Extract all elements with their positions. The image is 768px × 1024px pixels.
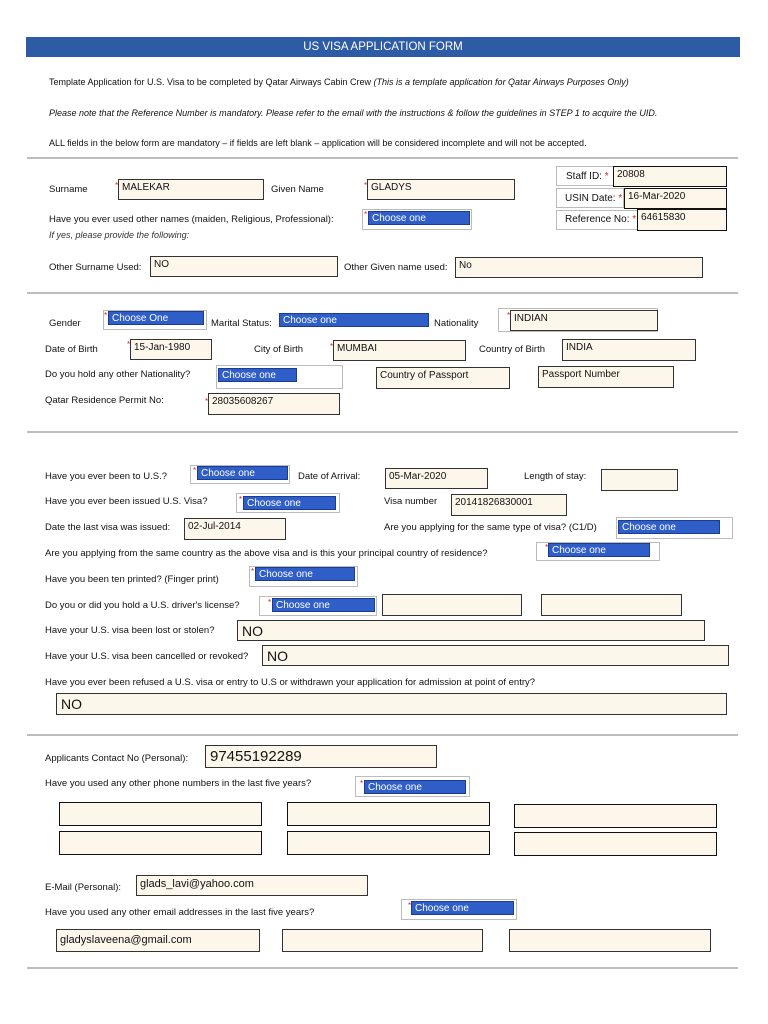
- other-surname-field[interactable]: NO: [150, 256, 338, 277]
- license-state-field[interactable]: [541, 594, 682, 616]
- cancelled-field[interactable]: NO: [262, 645, 729, 666]
- required-marker: *: [251, 567, 255, 576]
- other-phone-select[interactable]: Choose one: [364, 780, 466, 794]
- city-of-birth-label: City of Birth: [254, 344, 304, 355]
- other-phone-field-3[interactable]: [514, 804, 717, 828]
- intro-line-3: ALL fields in the below form are mandatory – if fields are left blank – application will be considered incomplete and will not be accepted.: [49, 138, 587, 148]
- same-country-question: Are you applying from the same country as the above visa and is this your principal country of residence?: [45, 548, 488, 559]
- reference-label: Reference No: *: [565, 214, 637, 225]
- marital-status-select[interactable]: Choose one: [279, 313, 429, 327]
- other-phone-field-2[interactable]: [287, 802, 490, 826]
- other-given-label: Other Given name used:: [344, 262, 448, 273]
- other-given-field[interactable]: No: [455, 257, 703, 278]
- phone-field[interactable]: 97455192289: [205, 745, 437, 768]
- gender-label: Gender: [49, 318, 81, 329]
- license-number-field[interactable]: [382, 594, 522, 616]
- other-names-hint: If yes, please provide the following:: [49, 230, 190, 240]
- country-of-passport-field[interactable]: Country of Passport: [376, 367, 510, 389]
- required-marker: *: [330, 342, 334, 351]
- other-email-field-3[interactable]: [509, 929, 711, 952]
- usin-date-label: USIN Date: *: [565, 193, 623, 204]
- arrival-label: Date of Arrival:: [298, 471, 361, 482]
- staff-id-label: Staff ID: *: [566, 171, 609, 182]
- form-title: US VISA APPLICATION FORM: [26, 37, 740, 57]
- required-marker: *: [507, 311, 511, 320]
- required-marker: *: [127, 340, 131, 349]
- other-surname-label: Other Surname Used:: [49, 262, 142, 273]
- ten-printed-select[interactable]: Choose one: [255, 567, 355, 581]
- cancelled-question: Have your U.S. visa been cancelled or revoked?: [45, 651, 249, 662]
- other-phone-field-5[interactable]: [287, 831, 490, 855]
- intro-line-2: Please note that the Reference Number is mandatory. Please refer to the email with the instructions & follow the guidelines in STEP 1 to acquire the UID.: [49, 108, 658, 118]
- other-phone-field-4[interactable]: [59, 831, 262, 855]
- gender-select[interactable]: Choose One: [108, 311, 204, 325]
- lost-field[interactable]: NO: [237, 620, 705, 641]
- last-visa-field[interactable]: 02-Jul-2014: [184, 518, 286, 540]
- other-names-question: Have you ever used other names (maiden, Religious, Professional):: [49, 214, 334, 225]
- other-email-question: Have you used any other email addresses in the last five years?: [45, 907, 315, 918]
- email-field[interactable]: glads_lavi@yahoo.com: [136, 875, 368, 896]
- other-email-field-1[interactable]: gladyslaveena@gmail.com: [56, 929, 260, 952]
- required-marker: *: [545, 543, 549, 552]
- same-type-select[interactable]: Choose one: [618, 520, 720, 534]
- required-marker: *: [364, 181, 368, 190]
- been-us-question: Have you ever been to U.S.?: [45, 471, 167, 482]
- required-marker: *: [115, 181, 119, 190]
- section-divider: [27, 292, 738, 294]
- license-question: Do you or did you hold a U.S. driver's license?: [45, 600, 240, 611]
- country-of-birth-field[interactable]: INDIA: [562, 339, 696, 361]
- required-marker: *: [193, 466, 197, 475]
- issued-visa-question: Have you ever been issued U.S. Visa?: [45, 496, 208, 507]
- country-of-birth-label: Country of Birth: [479, 344, 545, 355]
- phone-label: Applicants Contact No (Personal):: [45, 753, 189, 764]
- refused-question: Have you ever been refused a U.S. visa or entry to U.S or withdrawn your application for admission at point of entry?: [45, 677, 536, 688]
- required-marker: *: [364, 210, 368, 219]
- same-type-question: Are you applying for the same type of visa? (C1/D): [384, 522, 597, 533]
- length-of-stay-field[interactable]: [601, 469, 678, 491]
- given-name-field[interactable]: GLADYS: [367, 179, 515, 200]
- nationality-field[interactable]: INDIAN: [510, 310, 658, 331]
- other-names-select[interactable]: Choose one: [368, 211, 470, 225]
- last-visa-label: Date the last visa was issued:: [45, 522, 171, 533]
- other-nationality-question: Do you hold any other Nationality?: [45, 369, 191, 380]
- section-divider: [27, 431, 738, 433]
- required-marker: *: [268, 598, 272, 607]
- other-email-field-2[interactable]: [282, 929, 483, 952]
- refused-field[interactable]: NO: [56, 693, 727, 715]
- arrival-field[interactable]: 05-Mar-2020: [385, 468, 488, 489]
- license-select[interactable]: Choose one: [272, 598, 375, 612]
- visa-number-label: Visa number: [384, 496, 438, 507]
- section-divider: [27, 734, 738, 736]
- section-divider: [27, 967, 738, 969]
- required-marker: *: [408, 901, 412, 910]
- required-marker: *: [205, 397, 209, 406]
- other-email-select[interactable]: Choose one: [411, 901, 514, 915]
- nationality-label: Nationality: [434, 318, 479, 329]
- required-marker: *: [104, 311, 108, 320]
- other-phone-field-6[interactable]: [514, 832, 717, 856]
- other-phone-field-1[interactable]: [59, 802, 262, 826]
- qatar-rp-label: Qatar Residence Permit No:: [45, 395, 164, 406]
- dob-label: Date of Birth: [45, 344, 98, 355]
- given-name-label: Given Name: [271, 184, 324, 195]
- same-country-select[interactable]: Choose one: [548, 543, 650, 557]
- issued-visa-select[interactable]: Choose one: [243, 496, 336, 510]
- ten-printed-question: Have you been ten printed? (Finger print): [45, 574, 219, 585]
- surname-field[interactable]: MALEKAR: [118, 179, 264, 200]
- visa-number-field[interactable]: 20141826830001: [451, 494, 567, 516]
- dob-field[interactable]: 15-Jan-1980: [130, 339, 212, 360]
- required-marker: *: [239, 495, 243, 504]
- required-marker: *: [360, 779, 364, 788]
- been-us-select[interactable]: Choose one: [197, 466, 288, 480]
- lost-question: Have your U.S. visa been lost or stolen?: [45, 625, 215, 636]
- reference-field[interactable]: 64615830: [637, 209, 727, 231]
- other-phone-question: Have you used any other phone numbers in the last five years?: [45, 778, 312, 789]
- passport-number-field[interactable]: Passport Number: [538, 366, 674, 388]
- qatar-rp-field[interactable]: 28035608267: [208, 393, 340, 415]
- surname-label: Surname: [49, 184, 88, 195]
- length-of-stay-label: Length of stay:: [524, 471, 587, 482]
- section-divider: [27, 157, 738, 159]
- usin-date-field[interactable]: 16-Mar-2020: [624, 188, 727, 209]
- staff-id-field[interactable]: 20808: [613, 166, 727, 187]
- other-nationality-select[interactable]: Choose one: [218, 368, 297, 382]
- email-label: E-Mail (Personal):: [45, 882, 122, 893]
- intro-line-1: Template Application for U.S. Visa to be completed by Qatar Airways Cabin Crew (This is a template application for Qatar Airways Purposes Only): [49, 77, 629, 87]
- city-of-birth-field[interactable]: MUMBAI: [333, 340, 466, 361]
- marital-status-label: Marital Status:: [211, 318, 272, 329]
